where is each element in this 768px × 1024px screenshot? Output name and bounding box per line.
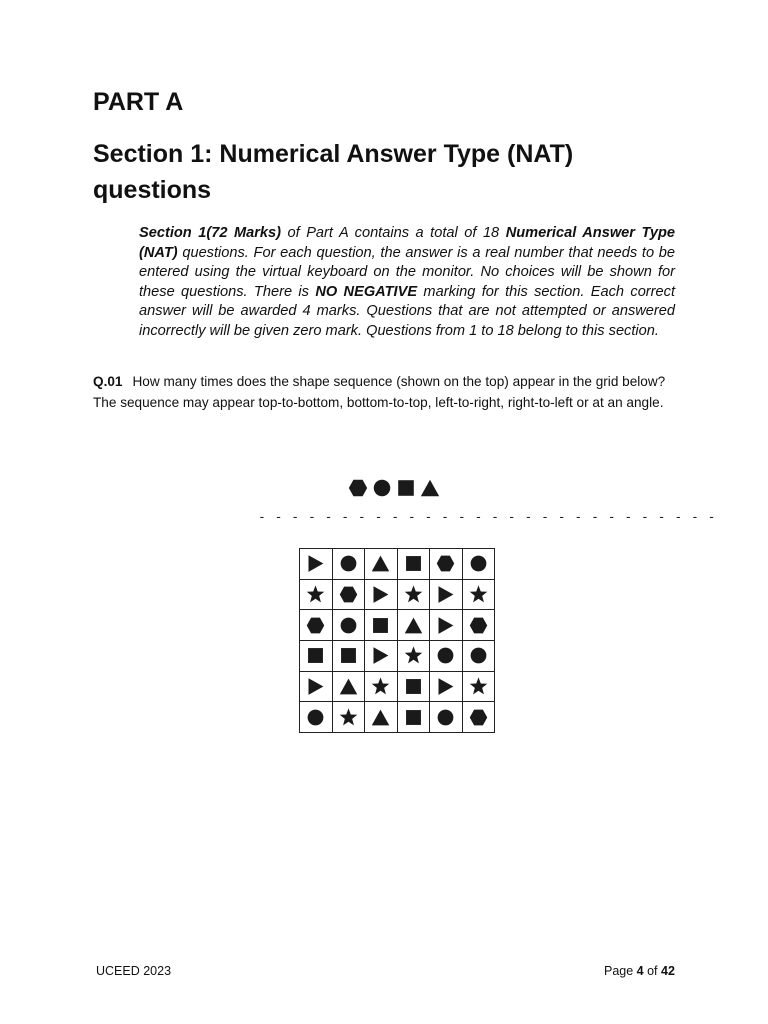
instructions-text-1: of Part A contains a total of 18: [281, 225, 506, 241]
play-icon: [370, 584, 391, 605]
play-icon: [305, 676, 326, 697]
square-icon: [403, 707, 424, 728]
grid-cell: [365, 549, 398, 580]
grid-cell: [462, 549, 495, 580]
grid-cell: [300, 702, 333, 733]
page-current: 4: [636, 964, 644, 978]
grid-cell: [430, 579, 463, 610]
square-icon: [370, 615, 391, 636]
play-icon: [305, 553, 326, 574]
sequence-shape: [371, 477, 393, 504]
square-icon: [305, 645, 326, 666]
grid-cell: [300, 641, 333, 672]
circle-icon: [338, 553, 359, 574]
instructions-lead: Section 1(72 Marks): [139, 225, 281, 241]
circle-icon: [371, 477, 393, 499]
grid-cell: [332, 549, 365, 580]
grid-cell: [430, 671, 463, 702]
grid-cell: [430, 610, 463, 641]
grid-cell: [300, 579, 333, 610]
grid-cell: [365, 641, 398, 672]
part-title: PART A: [93, 88, 184, 116]
question-q01: [93, 372, 667, 413]
triangle-icon: [419, 477, 441, 499]
grid-cell: [332, 671, 365, 702]
circle-icon: [305, 707, 326, 728]
triangle-icon: [370, 707, 391, 728]
play-icon: [435, 615, 456, 636]
grid-cell: [430, 702, 463, 733]
triangle-icon: [370, 553, 391, 574]
shape-sequence: [347, 477, 441, 504]
grid-cell: [365, 579, 398, 610]
square-icon: [395, 477, 417, 499]
star-icon: [370, 676, 391, 697]
grid-cell: [332, 702, 365, 733]
circle-icon: [435, 645, 456, 666]
square-icon: [403, 553, 424, 574]
grid-cell: [300, 549, 333, 580]
grid-row: [300, 610, 495, 641]
grid-cell: [430, 549, 463, 580]
circle-icon: [338, 615, 359, 636]
square-icon: [403, 676, 424, 697]
hexagon-icon: [305, 615, 326, 636]
grid-cell: [365, 702, 398, 733]
grid-cell: [332, 579, 365, 610]
square-icon: [338, 645, 359, 666]
page-of: of: [643, 964, 661, 978]
section-title: Section 1: Numerical Answer Type (NAT) questions: [93, 140, 574, 204]
footer-exam-name: UCEED 2023: [96, 964, 172, 978]
page-total: 42: [661, 964, 675, 978]
star-icon: [468, 584, 489, 605]
grid-cell: [397, 579, 430, 610]
grid-cell: [397, 671, 430, 702]
circle-icon: [468, 645, 489, 666]
star-icon: [338, 707, 359, 728]
grid-row: [300, 671, 495, 702]
grid-cell: [332, 641, 365, 672]
hexagon-icon: [468, 615, 489, 636]
page-prefix: Page: [604, 964, 637, 978]
grid-cell: [397, 702, 430, 733]
play-icon: [370, 645, 391, 666]
triangle-icon: [403, 615, 424, 636]
grid-cell: [462, 610, 495, 641]
grid-row: [300, 641, 495, 672]
circle-icon: [435, 707, 456, 728]
hexagon-icon: [468, 707, 489, 728]
instructions-nat: Numerical Answer Type (NAT): [139, 225, 675, 261]
circle-icon: [468, 553, 489, 574]
play-icon: [435, 676, 456, 697]
grid-cell: [300, 610, 333, 641]
hexagon-icon: [435, 553, 456, 574]
instructions-text-3: marking for this section. Each correct answer will be awarded 4 marks. Questions that are not attempted or answered incorrectly will be given zero mark. Questions from 1 to 18 belong to this section.: [139, 283, 675, 339]
triangle-icon: [338, 676, 359, 697]
star-icon: [403, 645, 424, 666]
grid-cell: [462, 641, 495, 672]
grid-cell: [300, 671, 333, 702]
grid-row: [300, 702, 495, 733]
grid-cell: [462, 702, 495, 733]
hexagon-icon: [338, 584, 359, 605]
play-icon: [435, 584, 456, 605]
sequence-shape: [419, 477, 441, 504]
dash-separator: - - - - - - - - - - - - - - - - - - - - - - - - - - - -: [258, 510, 716, 525]
grid-cell: [462, 671, 495, 702]
grid-cell: [397, 641, 430, 672]
grid-cell: [365, 671, 398, 702]
star-icon: [403, 584, 424, 605]
grid-row: [300, 579, 495, 610]
sequence-shape: [347, 477, 369, 504]
sequence-shape: [395, 477, 417, 504]
grid-cell: [430, 641, 463, 672]
grid-cell: [462, 579, 495, 610]
instructions-no-negative: NO NEGATIVE: [315, 283, 418, 300]
shape-grid: [299, 548, 495, 733]
section-instructions: [139, 224, 675, 341]
star-icon: [305, 584, 326, 605]
grid-cell: [332, 610, 365, 641]
grid-row: [300, 549, 495, 580]
instructions-text-2: questions. For each question, the answer is a real number that needs to be entered using the virtual keyboard on the monitor. No choices will be shown for these questions. There is: [139, 244, 675, 300]
grid-cell: [397, 610, 430, 641]
hexagon-icon: [347, 477, 369, 499]
grid-cell: [397, 549, 430, 580]
question-text: How many times does the shape sequence (shown on the top) appear in the grid below? The sequence may appear top-to-bottom, bottom-to-top, left-to-right, right-to-left or at an angle.: [93, 374, 666, 410]
footer-page-number: [604, 964, 675, 978]
question-number: Q.01: [93, 374, 123, 389]
grid-cell: [365, 610, 398, 641]
star-icon: [468, 676, 489, 697]
